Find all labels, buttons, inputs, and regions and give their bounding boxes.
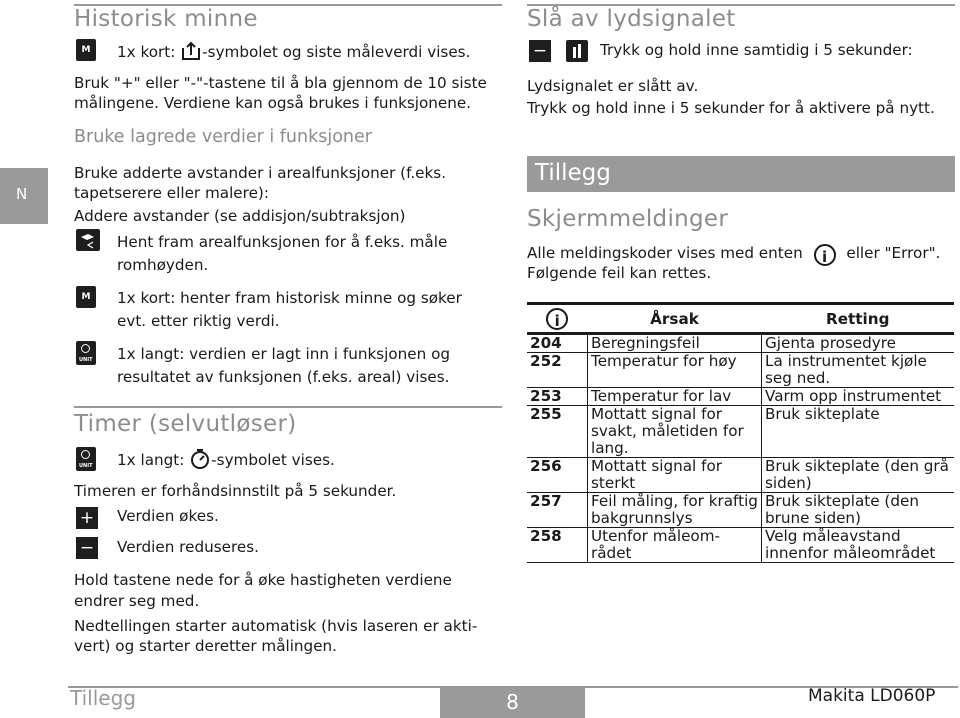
error-fix: Varm opp instrumentet xyxy=(762,388,955,406)
info-icon: i xyxy=(814,244,836,266)
browse-text-2: målingene. Verdiene kan også brukes i funksjonene. xyxy=(74,94,472,112)
m-text-1: 1x kort: henter fram historisk minne og søker xyxy=(117,289,462,307)
error-cause: Beregningsfeil xyxy=(588,334,762,353)
sound-off-text: Lydsignalet er slått av. xyxy=(527,77,699,95)
power-unit-key-icon: UNIT xyxy=(76,341,96,365)
page-number: 8 xyxy=(506,690,519,714)
table-row xyxy=(527,334,954,353)
error-cause: Utenfor måleom-rådet xyxy=(588,528,762,563)
subsection-title: Bruke lagrede verdier i funksjoner xyxy=(74,127,372,147)
error-cause: Mottatt signal for sterkt xyxy=(588,458,762,493)
language-tab xyxy=(0,168,48,224)
plus-text: Verdien økes. xyxy=(117,507,219,525)
table-row xyxy=(527,458,954,493)
footer-product: Makita LD060P xyxy=(808,686,936,706)
m-text-2: evt. etter riktig verdi. xyxy=(117,312,280,330)
sound-on-text: Trykk og hold inne i 5 sekunder for å aktivere på nytt. xyxy=(527,99,935,117)
table-row xyxy=(527,388,954,406)
error-code: 256 xyxy=(527,458,588,493)
timer-icon xyxy=(189,448,211,470)
section-title-history: Historisk minne xyxy=(74,6,258,32)
error-fix: Bruk sikteplate xyxy=(762,406,955,458)
error-code: 252 xyxy=(527,353,588,388)
error-cause: Temperatur for høy xyxy=(588,353,762,388)
page-number-box xyxy=(440,686,585,718)
preset-text: Timeren er forhåndsinnstilt på 5 sekunder. xyxy=(74,482,397,500)
use-text-2: tapetserere eller malere): xyxy=(74,184,269,202)
minus-key-icon: − xyxy=(76,537,98,559)
browse-text-1: Bruk "+" eller "-"-tastene til å bla gjennom de 10 siste xyxy=(74,74,487,92)
info-icon-header xyxy=(527,304,588,334)
error-code: 257 xyxy=(527,493,588,528)
error-fix: Velg måleavstand innenfor måleområdet xyxy=(762,528,955,563)
measure-key-icon xyxy=(566,40,588,62)
header-cause: Årsak xyxy=(588,304,762,334)
countdown-text-1: Nedtellingen starter automatisk (hvis laseren er akti- xyxy=(74,617,478,635)
sound-instruction: Trykk og hold inne samtidig i 5 sekunder: xyxy=(600,41,913,59)
section-bar xyxy=(527,156,955,192)
long-text-1: 1x langt: verdien er lagt inn i funksjonen og xyxy=(117,345,451,363)
error-code: 204 xyxy=(527,334,588,353)
long-text-2: resultatet av funksjonen (f.eks. areal) vises. xyxy=(117,368,450,386)
error-code: 258 xyxy=(527,528,588,563)
hold-text-1: Hold tastene nede for å øke hastigheten verdiene xyxy=(74,571,452,589)
area-text-1: Hent fram arealfunksjonen for å f.eks. måle xyxy=(117,233,448,251)
header-fix: Retting xyxy=(762,304,955,334)
m-key-icon: M xyxy=(76,286,96,308)
error-code: 253 xyxy=(527,388,588,406)
section-title-sound: Slå av lydsignalet xyxy=(527,6,736,32)
table-row xyxy=(527,528,954,563)
table-row xyxy=(527,493,954,528)
table-row xyxy=(527,353,954,388)
minus-text: Verdien reduseres. xyxy=(117,538,259,556)
hold-text-2: endrer seg med. xyxy=(74,592,200,610)
table-row xyxy=(527,406,954,458)
info-icon: i xyxy=(546,308,568,330)
timer-key-text: 1x langt: -symbolet vises. xyxy=(117,448,335,471)
countdown-text-2: vert) og starter deretter målingen. xyxy=(74,637,338,655)
error-fix: Bruk sikteplate (den brune siden) xyxy=(762,493,955,528)
minus-key-icon: − xyxy=(529,40,551,62)
error-code: 255 xyxy=(527,406,588,458)
error-table xyxy=(527,302,954,563)
error-cause: Mottatt signal for svakt, måletiden for lang. xyxy=(588,406,762,458)
history-key-text: 1x kort: -symbolet og siste måleverdi vises. xyxy=(117,40,470,63)
error-fix: Gjenta prosedyre xyxy=(762,334,955,353)
plus-key-icon: + xyxy=(76,507,98,529)
error-cause: Feil måling, for kraftig bakgrunnslys xyxy=(588,493,762,528)
msg-text-1: Alle meldingskoder vises med enten i eller "Error". xyxy=(527,244,941,266)
divider xyxy=(74,406,502,408)
msg-text-2: Følgende feil kan rettes. xyxy=(527,264,712,282)
error-fix: La instrumentet kjøle seg ned. xyxy=(762,353,955,388)
area-key-icon xyxy=(76,229,100,251)
error-cause: Temperatur for lav xyxy=(588,388,762,406)
use-text-1: Bruke adderte avstander i arealfunksjoner (f.eks. xyxy=(74,164,447,182)
section-bar-title: Tillegg xyxy=(535,160,611,186)
section-title-messages: Skjermmeldinger xyxy=(527,206,729,232)
m-key-icon: M xyxy=(76,39,96,61)
add-text: Addere avstander (se addisjon/subtraksjon) xyxy=(74,207,406,225)
language-code: N xyxy=(16,185,28,203)
history-icon xyxy=(180,40,202,62)
section-title-timer: Timer (selvutløser) xyxy=(74,411,297,437)
table-header xyxy=(527,304,954,334)
error-fix: Bruk sikteplate (den grå siden) xyxy=(762,458,955,493)
footer-section: Tillegg xyxy=(70,686,136,710)
area-text-2: romhøyden. xyxy=(117,256,209,274)
power-unit-key-icon: UNIT xyxy=(76,447,96,471)
